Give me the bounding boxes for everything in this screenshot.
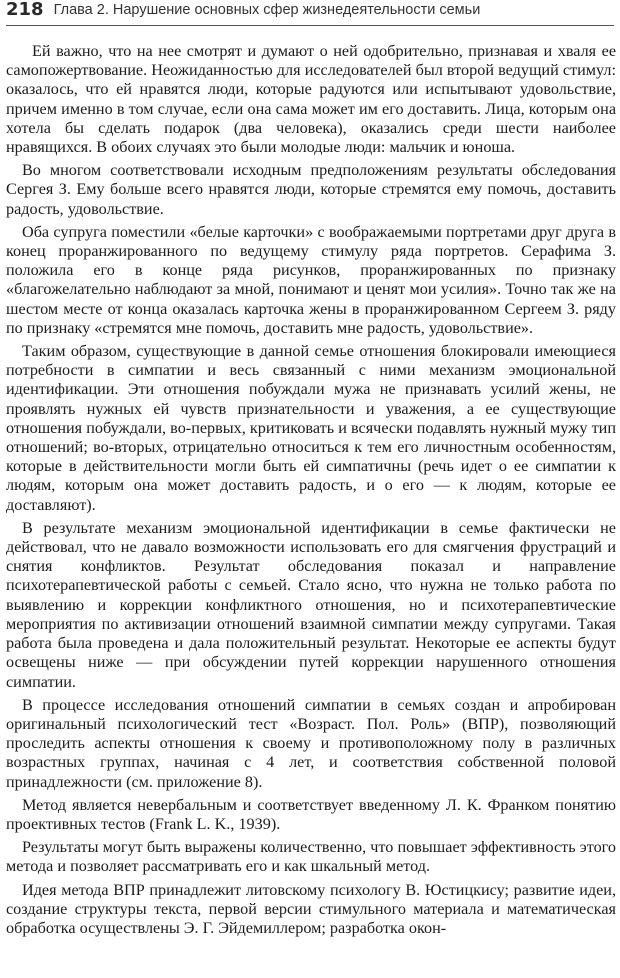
paragraph: Метод является невербальным и соответствует введенному Л. К. Франком понятию проективных тестов (Frank L. K., 1939). (6, 795, 616, 833)
paragraph: Идея метода ВПР принадлежит литовскому психологу В. Юстицкису; развитие идеи, создание структуры текста, первой версии стимульного материала и математическая обработка осуществлены Э. Г. Эйдемиллером; разработка окон- (6, 880, 616, 937)
paragraph: Таким образом, существующие в данной семье отношения блокировали имеющиеся потребности в симпатии и весь связанный с ними механизм эмоциональной идентификации. Эти отношения побуждали мужа не признавать усилий жены, не проявлять нужных ей чувств признательности и уважения, а ее существующие отношения побуждали, во-первых, критиковать и всячески подавлять нужный мужу тип отношений; во-вторых, отрицательно относиться к тем его личностным особенностям, которые в действительности могли быть ей симпатичны (речь идет о ее симпатии к людям, которым она может доставить радость, и о его — к людям, которые ее доставляют). (6, 342, 616, 514)
chapter-running-head: Глава 2. Нарушение основных сфер жизнедеятельности семьи (53, 2, 481, 18)
paragraph: Результаты могут быть выражены количественно, что повышает эффективность этого метода и позволяет рассматривать его и как шкальный метод. (6, 838, 616, 876)
running-header (6, 0, 614, 26)
paragraph: В результате механизм эмоциональной идентификации в семье фактически не действовал, что не давало возможности использовать его для смягчения фрустраций и снятия конфликтов. Результат обследования показал и направление психотерапевтической работы с семьей. Стало ясно, что нужна не только работа по выявлению и коррекции конфликтного отношения, но и психотерапевтические мероприятия по активизации отношений взаимной симпатии между супругами. Такая работа была проведена и дала положительный результат. Некоторые ее аспекты будут освещены ниже — при обсуждении путей коррекции нарушенного отношения симпатии. (6, 518, 616, 691)
paragraph: Во многом соответствовали исходным предположениям результаты обследования Сергея З. Ему больше всего нравятся люди, которые стремятся ему помочь, доставить радость, удовольствие. (6, 161, 616, 218)
page-number: 218 (6, 0, 44, 20)
page-body (6, 42, 616, 942)
paragraph: Ей важно, что на нее смотрят и думают о ней одобрительно, признавая и хваля ее самопожертвование. Неожиданностью для исследователей был второй ведущий стимул: оказалось, что ей нравятся люди, которые радуются или испытывают удовольствие, причем именно в том случае, если она сама может им его доставить. Лица, которым она хотела бы сделать подарок (два человека), оказались среди шести наиболее нравящихся. В обоих случаях это были молодые люди: мальчик и юноша. (6, 42, 616, 157)
paragraph: В процессе исследования отношений симпатии в семьях создан и апробирован оригинальный психологический тест «Возраст. Пол. Роль» (ВПР), позволяющий проследить аспекты отношения к своему и противоположному полу в различных возрастных группах, начиная с 4 лет, и соответствия собственной половой принадлежности (см. приложение 8). (6, 695, 616, 791)
paragraph: Оба супруга поместили «белые карточки» с воображаемыми портретами друг друга в конец проранжированного по ведущему стимулу ряда портретов. Серафима З. положила его в конце ряда рисунков, проранжированных по признаку «благожелательно наблюдают за мной, понимают и ценят мои усилия». Точно так же на шестом месте от конца оказалась карточка жены в проранжированном Сергеем З. ряду по признаку «стремятся мне помочь, доставить мне радость, удовольствие». (6, 222, 616, 337)
